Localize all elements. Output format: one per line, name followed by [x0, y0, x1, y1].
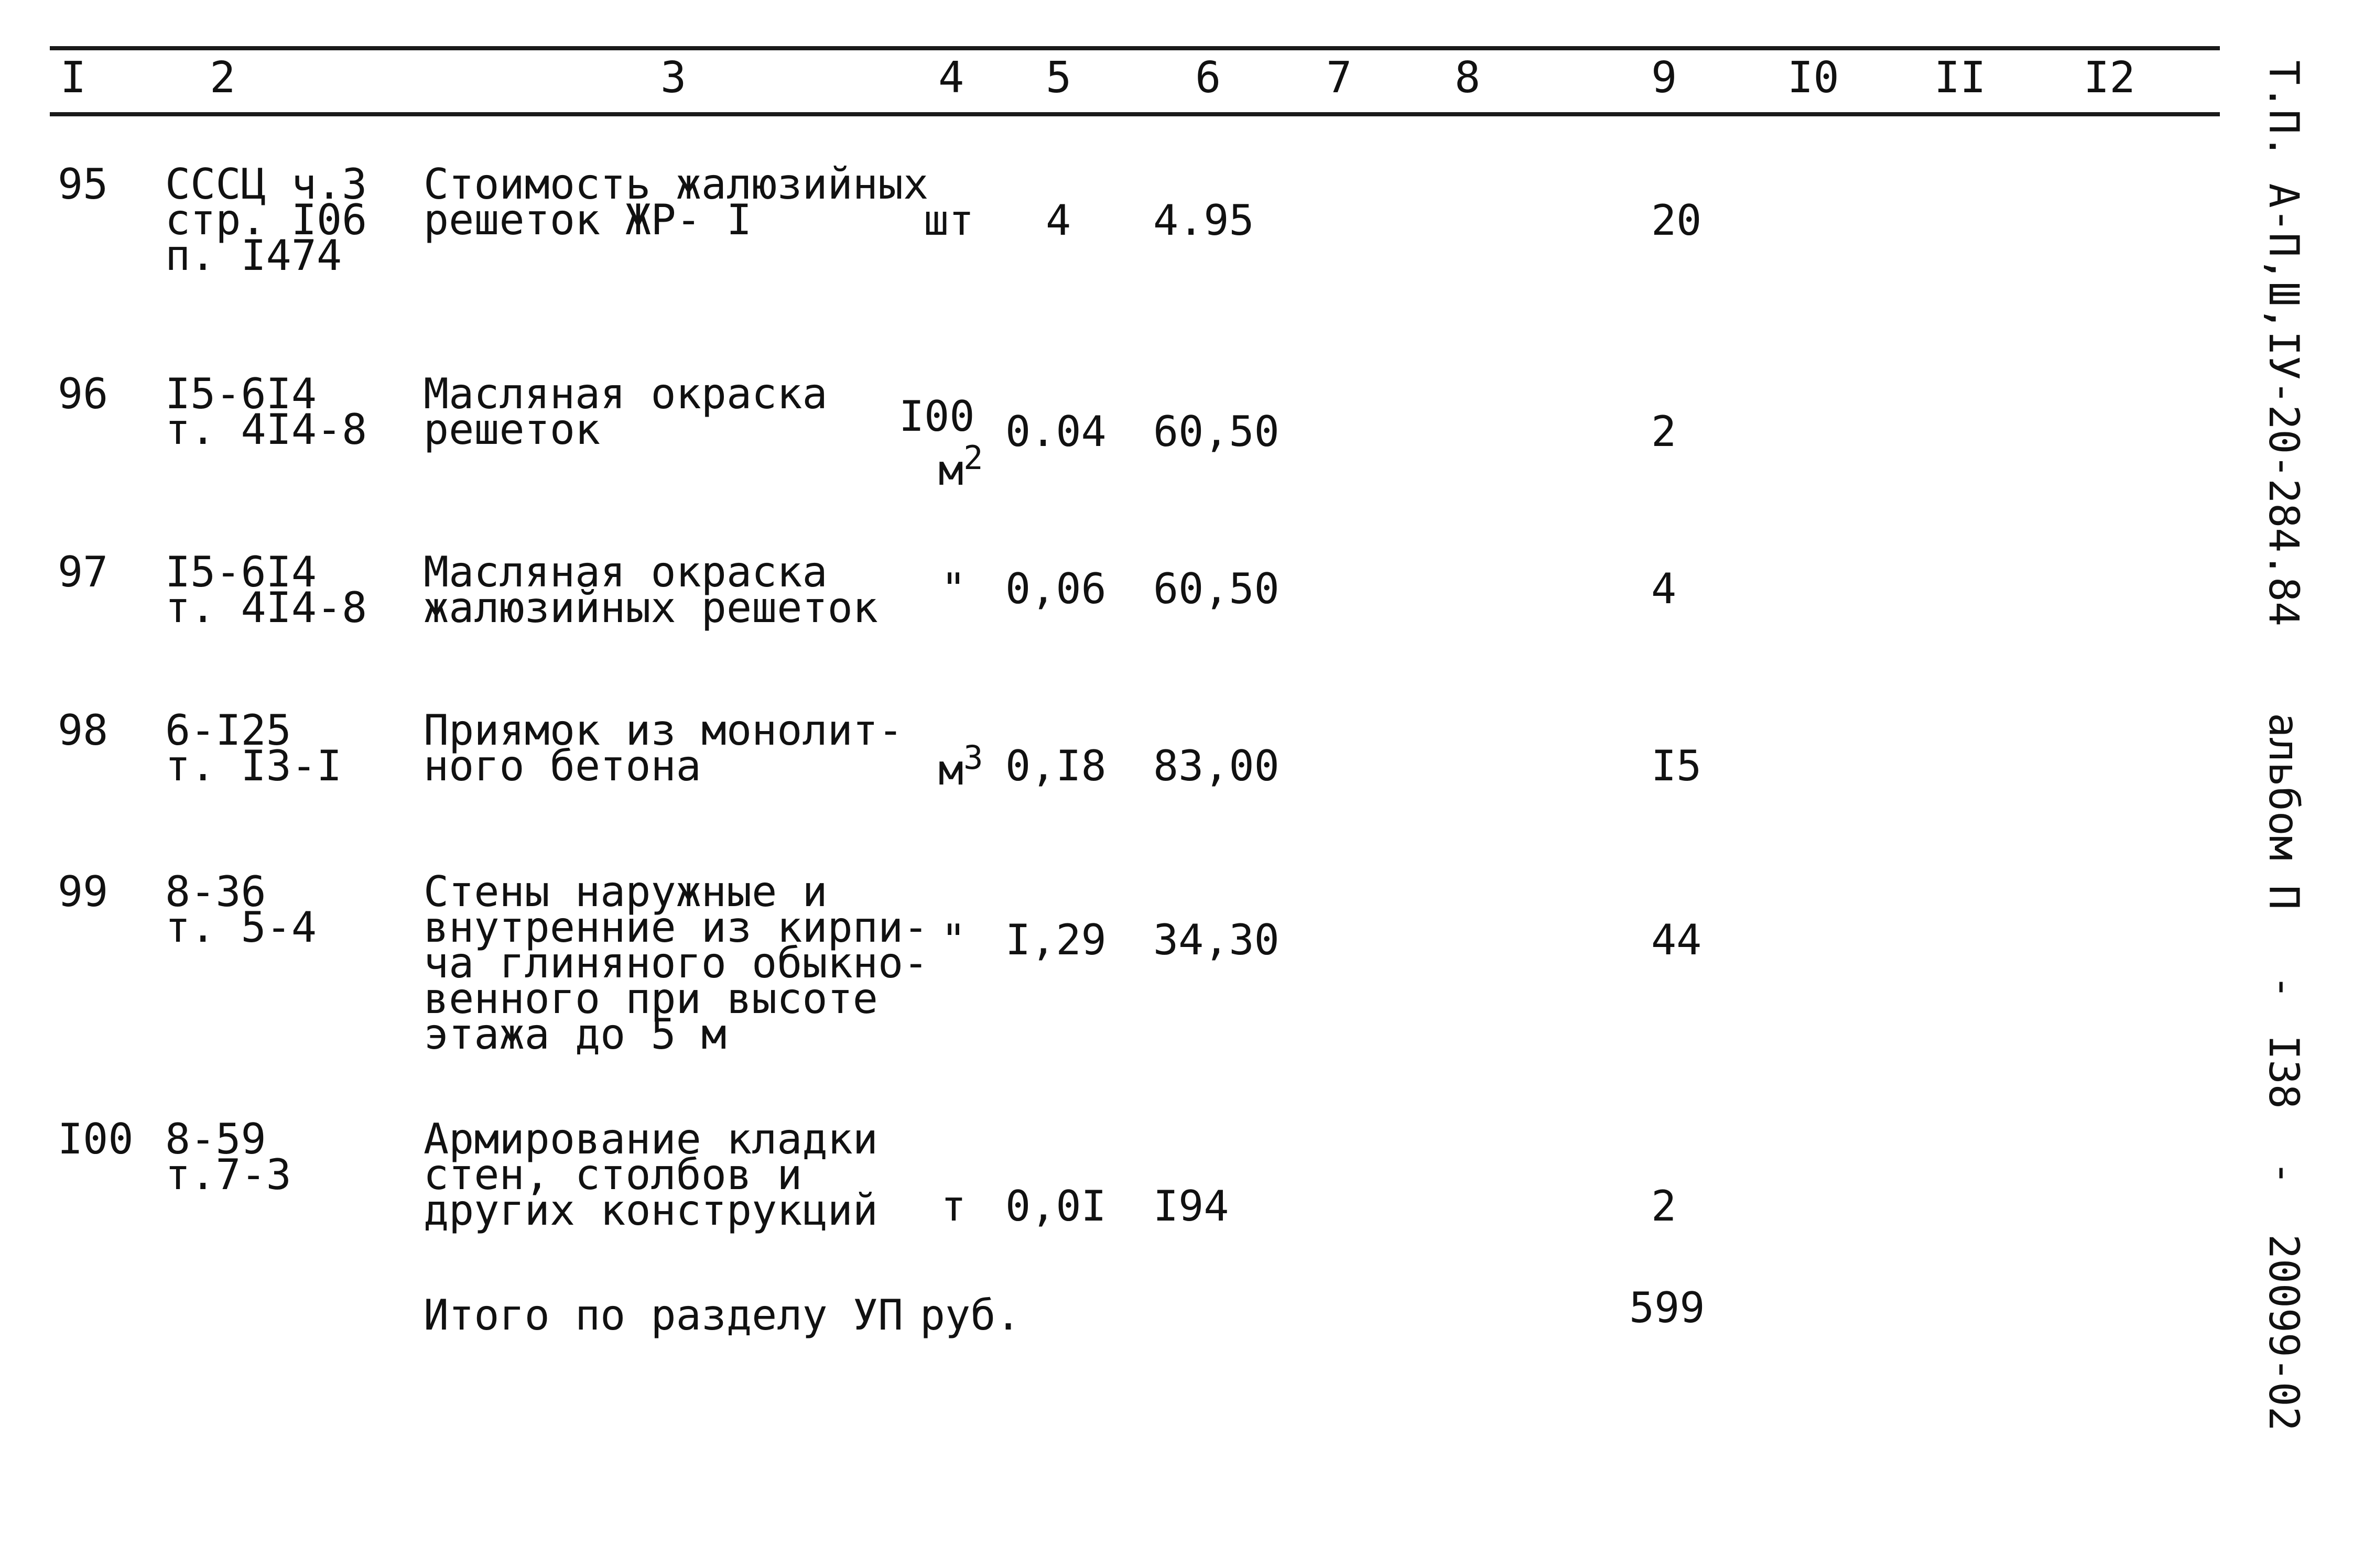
row-code: 8-36 т. 5-4	[165, 867, 317, 952]
row-name: Армирование кладки стен, столбов и других конструкций	[424, 1115, 878, 1235]
row-name: Масляная окраска жалюзийных решеток	[424, 548, 878, 632]
row-total: 2	[1651, 407, 1677, 456]
row-qty: I,29	[1005, 916, 1107, 964]
row-qty: 4	[1046, 196, 1071, 245]
row-qty: 0.04	[1005, 407, 1107, 456]
col-header-5: 5	[1046, 53, 1072, 103]
unit-superscript: 2	[963, 439, 983, 477]
col-header-10: I0	[1787, 53, 1839, 103]
side-doc-code: Т.П. А-П,Ш,IУ-20-284.84	[2260, 60, 2307, 627]
col-header-8: 8	[1455, 53, 1481, 103]
row-code: I5-6I4 т. 4I4-8	[165, 369, 367, 454]
col-header-9: 9	[1651, 53, 1677, 103]
row-price: 34,30	[1153, 916, 1279, 964]
side-dash-1: -	[2260, 975, 2307, 999]
side-album: альбом П	[2260, 713, 2307, 910]
row-total: 4	[1651, 564, 1677, 613]
row-unit	[938, 738, 983, 794]
unit-base: м	[938, 446, 964, 495]
row-qty: 0,0I	[1005, 1182, 1107, 1231]
row-number: I00	[58, 1115, 134, 1163]
row-price: 60,50	[1153, 407, 1279, 456]
row-code: I5-6I4 т. 4I4-8	[165, 548, 367, 632]
row-number: 96	[58, 369, 109, 418]
row-name: Масляная окраска решеток	[424, 369, 828, 454]
unit-base: м	[938, 746, 964, 794]
col-header-4: 4	[938, 53, 964, 103]
unit-superscript: 3	[963, 738, 983, 777]
row-price: 4.95	[1153, 196, 1254, 245]
row-total: I5	[1651, 742, 1702, 790]
unit-top: I00	[899, 392, 975, 441]
row-unit	[899, 392, 975, 441]
row-unit: "	[941, 564, 967, 613]
row-name: Стены наружные и внутренние из кирпи- ча глиняного обыкно- венного при высоте этажа до 5 м	[424, 867, 929, 1059]
row-price: 83,00	[1153, 742, 1279, 790]
row-price: I94	[1153, 1182, 1229, 1231]
summary-label: Итого по разделу УП	[424, 1291, 904, 1340]
header-top-rule	[50, 46, 2220, 50]
row-number: 95	[58, 160, 109, 209]
row-qty: 0,06	[1005, 564, 1107, 613]
col-header-6: 6	[1195, 53, 1221, 103]
row-name: Приямок из монолит- ного бетона	[424, 706, 904, 790]
col-header-2: 2	[210, 53, 236, 103]
col-header-11: II	[1934, 53, 1986, 103]
row-unit: шт	[924, 196, 974, 245]
header-bottom-rule	[50, 112, 2220, 116]
row-unit: "	[941, 916, 967, 964]
row-unit: т	[941, 1182, 967, 1231]
row-number: 97	[58, 548, 109, 596]
row-code: СССЦ ч.3 стр. I06 п. I474	[165, 160, 367, 280]
row-qty: 0,I8	[1005, 742, 1107, 790]
summary-unit: руб.	[920, 1291, 1021, 1340]
col-header-7: 7	[1326, 53, 1352, 103]
row-unit-lower	[938, 439, 983, 495]
side-page: I38	[2260, 1035, 2307, 1109]
row-code: 8-59 т.7-3	[165, 1115, 291, 1199]
row-number: 99	[58, 867, 109, 916]
col-header-3: 3	[660, 53, 687, 103]
side-dash-2: -	[2260, 1161, 2307, 1185]
side-number: 20099-02	[2260, 1234, 2307, 1431]
row-number: 98	[58, 706, 109, 755]
col-header-1: I	[60, 53, 86, 103]
row-total: 2	[1651, 1182, 1677, 1231]
row-total: 44	[1651, 916, 1702, 964]
summary-total: 599	[1629, 1283, 1705, 1332]
row-name: Стоимость жалюзийных решеток ЖР- I	[424, 160, 929, 244]
row-total: 20	[1651, 196, 1702, 245]
row-price: 60,50	[1153, 564, 1279, 613]
row-code: 6-I25 т. I3-I	[165, 706, 342, 790]
col-header-12: I2	[2084, 53, 2135, 103]
